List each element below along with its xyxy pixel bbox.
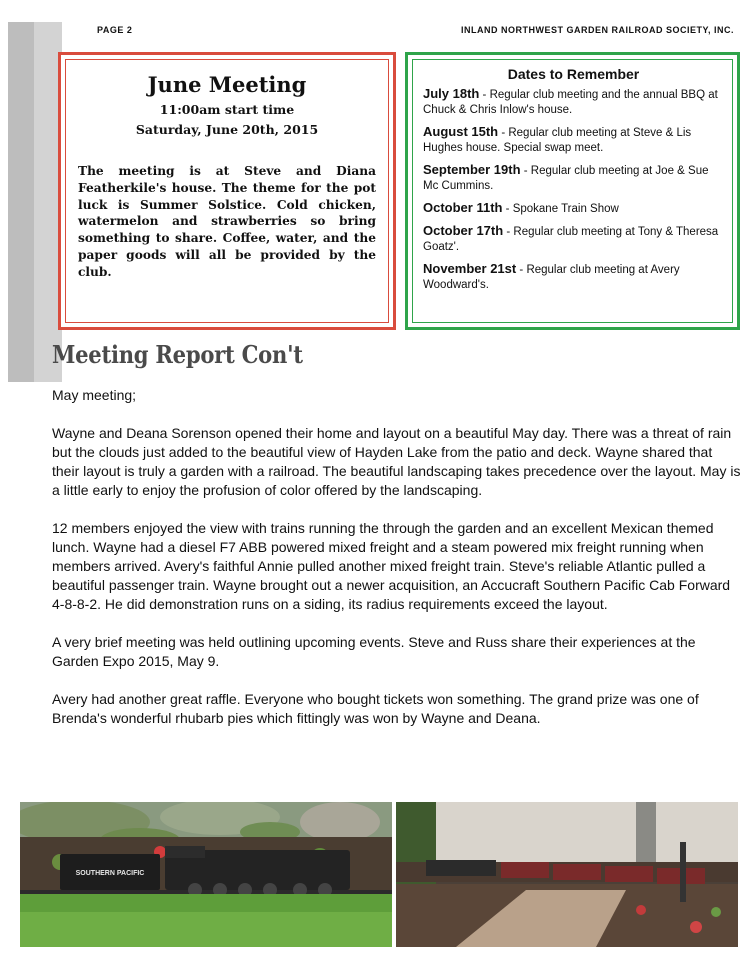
date-item: November 21st - Regular club meeting at Avery Woodward's. [423, 261, 680, 291]
date-item: July 18th - Regular club meeting and the annual BBQ at Chuck & Chris Inlow's house. [423, 86, 718, 116]
report-paragraph: A very brief meeting was held outlining upcoming events. Steve and Russ share their experiences at the Garden Expo 2015, May 9. [52, 634, 696, 669]
date-item: October 17th - Regular club meeting at Tony & Theresa Goatz'. [423, 223, 719, 253]
june-time: 11:00am start time [159, 102, 295, 117]
report-paragraph: Avery had another great raffle. Everyone who bought tickets won something. The grand prize was one of Brenda's wonderful rhubarb pies which fittingly was won by Wayne and Deana. [52, 691, 699, 726]
date-item: October 11th - Spokane Train Show [423, 200, 619, 215]
passenger-train-photo [396, 802, 738, 947]
date-item: August 15th - Regular club meeting at Steve & Lis Hughes house. Special swap meet. [423, 124, 692, 154]
june-date: Saturday, June 20th, 2015 [135, 122, 319, 137]
dates-title: Dates to Remember [507, 66, 640, 82]
report-title: Meeting Report Con't [52, 340, 303, 369]
june-body: The meeting is at Steve and Diana Featherkile's house. The theme for the pot luck is Summer Solstice. Cold chicken, watermelon and strawberries so bring something to share. Coffee, water, and the paper goods will all be provided by the club. [78, 164, 376, 279]
dates-box [405, 52, 740, 330]
report-paragraph: 12 members enjoyed the view with trains running the through the garden and an excellent Mexican themed lunch. Wayne had a diesel F7 ABB powered mixed freight and a steam powered mix freight running when members arrived. Avery's faithful Annie pulled another mixed freight train. Steve's reliable Atlantic pulled a beautiful passenger train. Wayne brought out a newer acquisition, an Accucraft Southern Pacific Cab Forward 4-8-8-2. He did demonstration runs on a siding, its radius requirements exceed the layout. [52, 520, 731, 612]
report-paragraph: Wayne and Deana Sorenson opened their home and layout on a beautiful May day. There was a threat of rain but the clouds just added to the beautiful view of Hayden Lake from the patio and deck. Wayne shared that their layout is truly a garden with a railroad. The beautiful landscaping takes precedence over the layout. May is a little early to enjoy the profusion of color offered by the landscaping. [52, 425, 741, 498]
date-item: September 19th - Regular club meeting at Joe & Sue Mc Cummins. [423, 162, 709, 192]
svg-text:SOUTHERN PACIFIC: SOUTHERN PACIFIC [75, 870, 145, 877]
page-number: PAGE 2 [97, 25, 133, 35]
side-tab [8, 22, 62, 382]
org-name: INLAND NORTHWEST GARDEN RAILROAD SOCIETY, INC. [460, 25, 734, 35]
report-paragraph: May meeting; [52, 387, 137, 403]
report-body [52, 386, 742, 747]
locomotive-photo [20, 802, 392, 947]
june-title: June Meeting [147, 72, 307, 97]
june-meeting-box [58, 52, 396, 330]
